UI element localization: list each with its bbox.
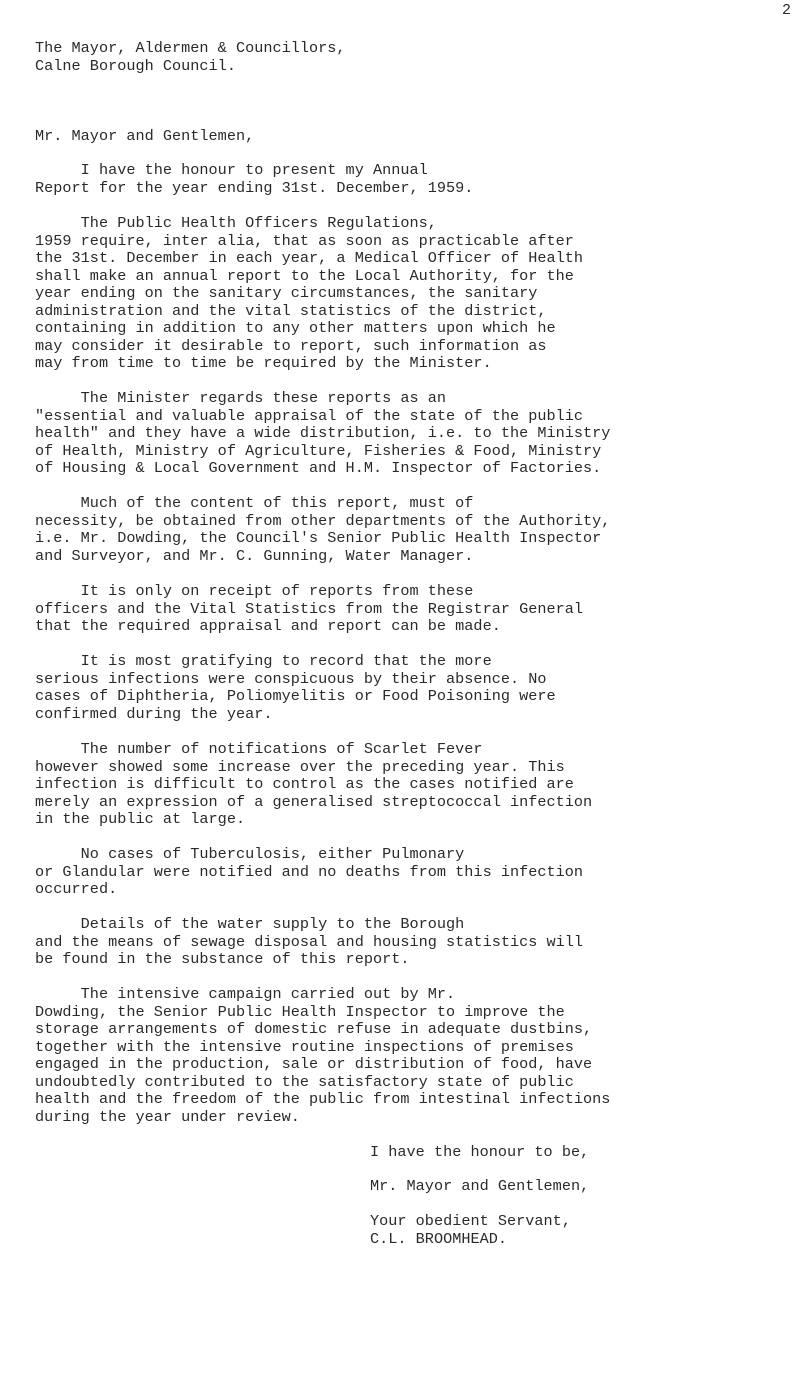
- text-line: occurred.: [35, 880, 118, 898]
- text-line: It is most gratifying to record that the more: [35, 652, 492, 670]
- text-line: together with the intensive routine inspections of premises: [35, 1038, 574, 1056]
- closing-line: I have the honour to be,: [370, 1143, 590, 1161]
- salutation: Mr. Mayor and Gentlemen,: [35, 127, 255, 145]
- text-line: officers and the Vital Statistics from the Registrar General: [35, 600, 584, 618]
- text-line: storage arrangements of domestic refuse in adequate dustbins,: [35, 1020, 593, 1038]
- text-line: It is only on receipt of reports from these: [35, 582, 474, 600]
- text-line: the 31st. December in each year, a Medical Officer of Health: [35, 249, 584, 267]
- address-line: Calne Borough Council.: [35, 57, 236, 75]
- text-line: shall make an annual report to the Local Authority, for the: [35, 267, 574, 285]
- text-line: necessity, be obtained from other departments of the Authority,: [35, 512, 611, 530]
- closing-line: Your obedient Servant,: [370, 1212, 571, 1230]
- text-line: The number of notifications of Scarlet Fever: [35, 740, 483, 758]
- text-line: may from time to time be required by the Minister.: [35, 354, 492, 372]
- text-line: and Surveyor, and Mr. C. Gunning, Water Manager.: [35, 547, 474, 565]
- text-line: The intensive campaign carried out by Mr.: [35, 985, 456, 1003]
- text-line: in the public at large.: [35, 810, 246, 828]
- text-line: "essential and valuable appraisal of the state of the public: [35, 407, 584, 425]
- text-line: containing in addition to any other matters upon which he: [35, 319, 556, 337]
- text-line: 1959 require, inter alia, that as soon as practicable after: [35, 232, 574, 250]
- text-line: health" and they have a wide distribution, i.e. to the Ministry: [35, 424, 611, 442]
- text-line: of Housing & Local Government and H.M. Inspector of Factories.: [35, 459, 602, 477]
- text-line: serious infections were conspicuous by their absence. No: [35, 670, 547, 688]
- text-line: engaged in the production, sale or distribution of food, have: [35, 1055, 593, 1073]
- closing-line: Mr. Mayor and Gentlemen,: [370, 1177, 590, 1195]
- signature-name: C.L. BROOMHEAD.: [370, 1230, 508, 1248]
- text-line: i.e. Mr. Dowding, the Council's Senior Public Health Inspector: [35, 529, 602, 547]
- text-line: undoubtedly contributed to the satisfactory state of public: [35, 1073, 574, 1091]
- text-line: however showed some increase over the preceding year. This: [35, 758, 565, 776]
- text-line: administration and the vital statistics of the district,: [35, 302, 547, 320]
- text-line: Report for the year ending 31st. December, 1959.: [35, 179, 474, 197]
- page-number: 2: [782, 2, 792, 19]
- text-line: be found in the substance of this report.: [35, 950, 410, 968]
- text-line: Much of the content of this report, must of: [35, 494, 474, 512]
- address-line: The Mayor, Aldermen & Councillors,: [35, 39, 346, 57]
- text-line: and the means of sewage disposal and housing statistics will: [35, 933, 584, 951]
- text-line: merely an expression of a generalised streptococcal infection: [35, 793, 593, 811]
- text-line: year ending on the sanitary circumstances, the sanitary: [35, 284, 538, 302]
- text-line: cases of Diphtheria, Poliomyelitis or Food Poisoning were: [35, 687, 556, 705]
- text-line: infection is difficult to control as the cases notified are: [35, 775, 574, 793]
- text-line: health and the freedom of the public from intestinal infections: [35, 1090, 611, 1108]
- text-line: Dowding, the Senior Public Health Inspector to improve the: [35, 1003, 565, 1021]
- text-line: may consider it desirable to report, such information as: [35, 337, 547, 355]
- text-line: that the required appraisal and report can be made.: [35, 617, 501, 635]
- text-line: I have the honour to present my Annual: [35, 161, 428, 179]
- text-line: during the year under review.: [35, 1108, 300, 1126]
- text-line: Details of the water supply to the Borough: [35, 915, 465, 933]
- text-line: The Public Health Officers Regulations,: [35, 214, 437, 232]
- text-line: or Glandular were notified and no deaths from this infection: [35, 863, 584, 881]
- text-line: The Minister regards these reports as an: [35, 389, 447, 407]
- text-line: of Health, Ministry of Agriculture, Fisheries & Food, Ministry: [35, 442, 602, 460]
- text-line: confirmed during the year.: [35, 705, 273, 723]
- text-line: No cases of Tuberculosis, either Pulmonary: [35, 845, 465, 863]
